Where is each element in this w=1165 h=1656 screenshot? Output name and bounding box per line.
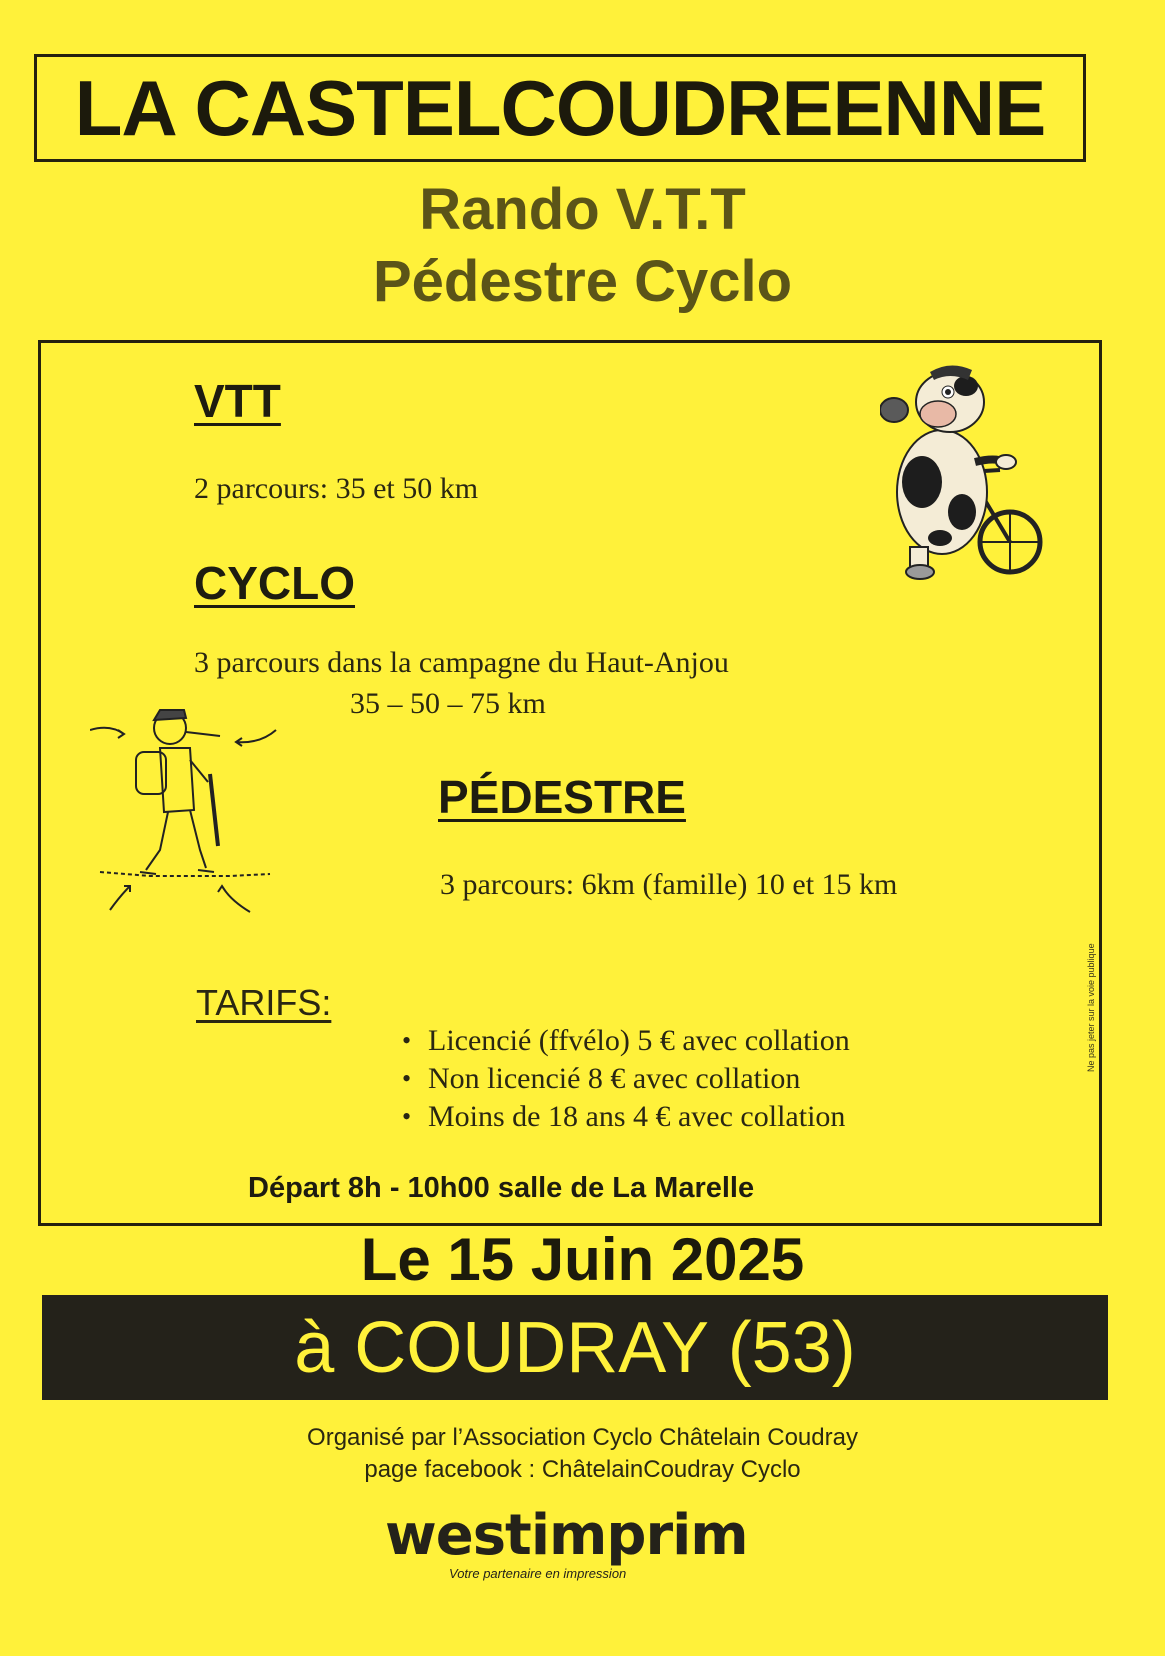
depart-info: Départ 8h - 10h00 salle de La Marelle <box>248 1172 755 1204</box>
title-box <box>34 54 1086 162</box>
pedestre-heading: PÉDESTRE <box>438 771 686 823</box>
tarif-item <box>402 1024 850 1058</box>
tarif-item <box>402 1100 845 1134</box>
printer-logo <box>385 1503 805 1596</box>
cyclo-heading: CYCLO <box>194 557 355 609</box>
cyclo-text-line1: 3 parcours dans la campagne du Haut-Anjou <box>194 646 729 679</box>
pedestre-text: 3 parcours: 6km (famille) 10 et 15 km <box>440 868 898 901</box>
vtt-heading: VTT <box>194 375 281 427</box>
poster-title: LA CASTELCOUDREENNE <box>74 63 1046 152</box>
hiker-illustration <box>90 700 290 960</box>
side-note: Ne pas jeter sur la voie publique <box>1086 943 1096 1072</box>
bullet-icon: • <box>402 1064 412 1093</box>
bullet-icon: • <box>402 1102 412 1131</box>
vtt-text: 2 parcours: 35 et 50 km <box>194 472 479 505</box>
tarif-item <box>402 1062 800 1096</box>
printer-logo-text: westimprim <box>385 1503 748 1568</box>
cyclo-text-line2: 35 – 50 – 75 km <box>350 687 546 720</box>
bullet-icon: • <box>402 1026 412 1055</box>
organizer-line2: page facebook : ChâtelainCoudray Cyclo <box>364 1456 801 1483</box>
subtitle-line1: Rando V.T.T <box>419 177 746 242</box>
tarif-item-text: Licencié (ffvélo) 5 € avec collation <box>428 1024 850 1057</box>
tarifs-heading: TARIFS: <box>196 982 332 1023</box>
printer-tagline: Votre partenaire en impression <box>449 1566 627 1581</box>
location-banner <box>42 1295 1108 1400</box>
location-text: à COUDRAY (53) <box>294 1307 856 1388</box>
subtitle-line2: Pédestre Cyclo <box>372 249 793 314</box>
event-date: Le 15 Juin 2025 <box>360 1226 805 1293</box>
cow-cyclist-illustration <box>880 362 1070 612</box>
tarif-item-text: Non licencié 8 € avec collation <box>428 1062 801 1095</box>
tarif-item-text: Moins de 18 ans 4 € avec collation <box>428 1100 846 1133</box>
organizer-line1: Organisé par l’Association Cyclo Châtelain Coudray <box>307 1424 858 1451</box>
